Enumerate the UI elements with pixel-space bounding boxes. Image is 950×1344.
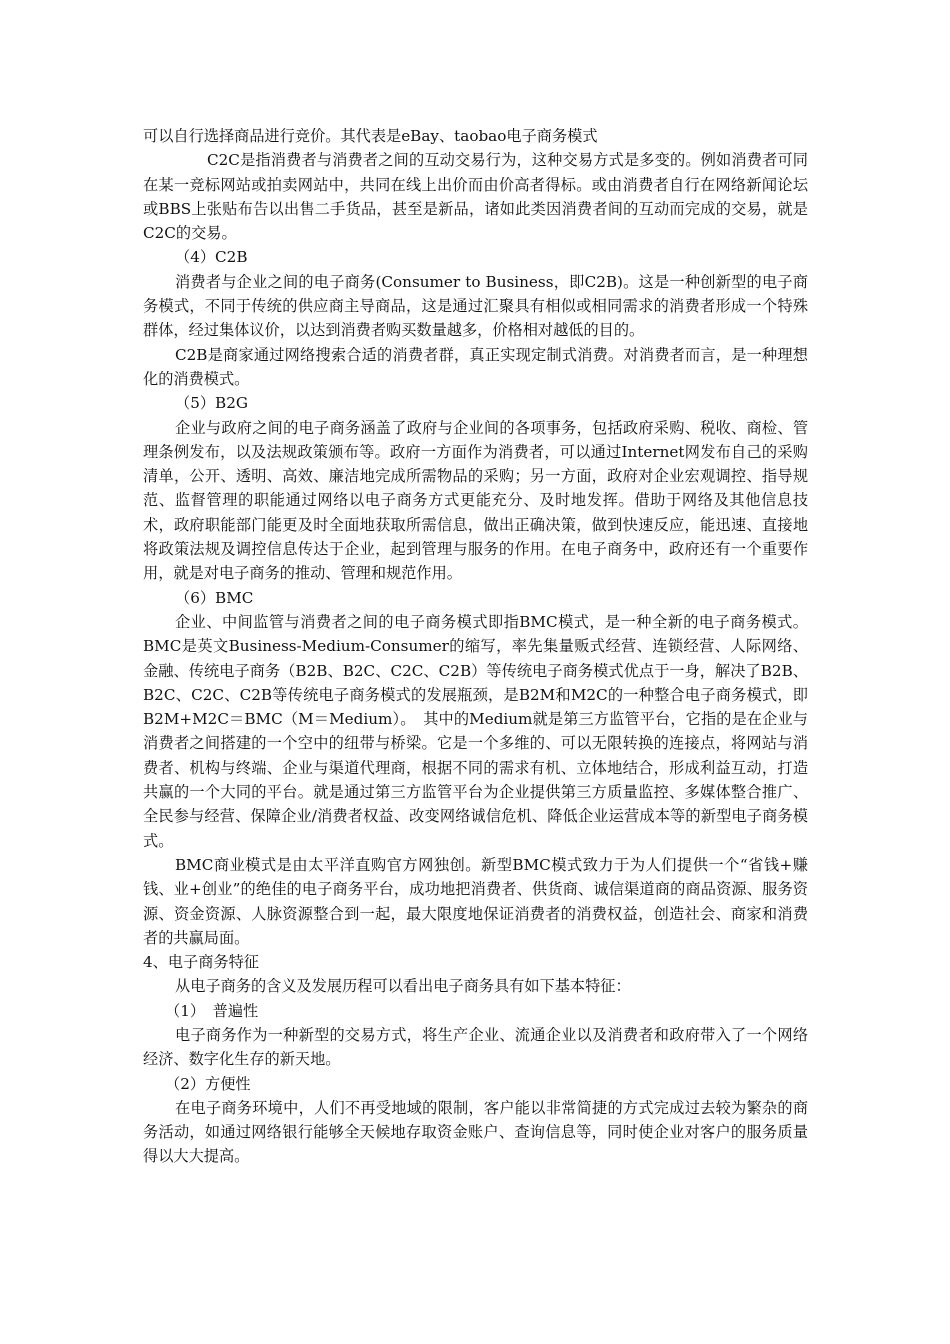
paragraph-text: BMC商业模式是由太平洋直购官方网独创。新型BMC模式致力于为人们提供一个“省钱+赚钱、业+创业”的绝佳的电子商务平台，成功地把消费者、供货商、诚信渠道商的商品资源、服务资源、资金资源、人脉资源整合到一起，最大限度地保证消费者的消费权益，创造社会、商家和消费者的共赢局面。 [143, 855, 808, 947]
section-heading-b2g: （5）B2G [175, 394, 248, 413]
paragraph-text: 电子商务作为一种新型的交易方式，将生产企业、流通企业以及消费者和政府带入了一个网络经济、数字化生存的新天地。 [143, 1025, 808, 1069]
section-heading-c2b: （4）C2B [175, 248, 248, 267]
paragraph-text: 在电子商务环境中，人们不再受地域的限制，客户能以非常简捷的方式完成过去较为繁杂的商务活动，如通过网络银行能够全天候地存取资金账户、查询信息等，同时使企业对客户的服务质量得以大大提高。 [143, 1098, 808, 1166]
subheading-universality: （1） 普遍性 [165, 1001, 259, 1020]
section-heading-bmc: （6）BMC [175, 588, 254, 607]
paragraph-text: 企业与政府之间的电子商务涵盖了政府与企业间的各项事务，包括政府采购、税收、商检、管理条例发布，以及法规政策颁布等。政府一方面作为消费者，可以通过Internet网发布自己的采购清单，公开、透明、高效、廉洁地完成所需物品的采购；另一方面，政府对企业宏观调控、指导规范、监督管理的职能通过网络以电子商务方式更能充分、及时地发挥。借助于网络及其他信息技术，政府职能部门能更及时全面地获取所需信息，做出正确决策，做到快速反应，能迅速、直接地将政策法规及调控信息传达于企业，起到管理与服务的作用。在电子商务中，政府还有一个重要作用，就是对电子商务的推动、管理和规范作用。 [143, 418, 808, 583]
paragraph-text: 可以自行选择商品进行竞价。其代表是eBay、taobao电子商务模式 [143, 127, 598, 145]
paragraph-text: 消费者与企业之间的电子商务(Consumer to Business，即C2B)。这是一种创新型的电子商务模式，不同于传统的供应商主导商品，这是通过汇聚具有相似或相同需求的消费者形成一个特殊群体，经过集体议价，以达到消费者购买数量越多，价格相对越低的目的。 [143, 272, 808, 340]
subheading-convenience: （2）方便性 [165, 1074, 251, 1093]
paragraph-text: C2B是商家通过网络搜索合适的消费者群，真正实现定制式消费。对消费者而言，是一种理想化的消费模式。 [143, 345, 808, 388]
paragraph-text: 从电子商务的含义及发展历程可以看出电子商务具有如下基本特征： [175, 977, 631, 996]
document-body [143, 124, 808, 1169]
section-heading-features: 4、电子商务特征 [143, 953, 259, 972]
paragraph-text: C2C是指消费者与消费者之间的互动交易行为，这种交易方式是多变的。例如消费者可同在某一竞标网站或拍卖网站中，共同在线上出价而由价高者得标。或由消费者自行在网络新闻论坛或BBS上张贴布告以出售二手货品，甚至是新品，诸如此类因消费者间的互动而完成的交易，就是C2C的交易。 [143, 151, 808, 243]
paragraph-text: 企业、中间监管与消费者之间的电子商务模式即指BMC模式，是一种全新的电子商务模式。BMC是英文Business-Medium-Consumer的缩写，率先集量贩式经营、连锁经营、人际网络、金融、传统电子商务（B2B、B2C、C2C、C2B）等传统电子商务模式优点于一身，解决了B2B、B2C、C2C、C2B等传统电子商务模式的发展瓶颈，是B2M和M2C的一种整合电子商务模式，即B2M+M2C＝BMC（M＝Medium）。 其中的Medium就是第三方监管平台，它指的是在企业与消费者之间搭建的一个空中的纽带与桥梁。它是一个多维的、可以无限转换的连接点，将网站与消费者、机构与终端、企业与渠道代理商，根据不同的需求有机、立体地结合，形成利益互动，打造共赢的一个大同的平台。就是通过第三方监管平台为企业提供第三方质量监控、多媒体整合推广、全民参与经营、保障企业/消费者权益、改变网络诚信危机、降低企业运营成本等的新型电子商务模式。 [143, 612, 808, 850]
